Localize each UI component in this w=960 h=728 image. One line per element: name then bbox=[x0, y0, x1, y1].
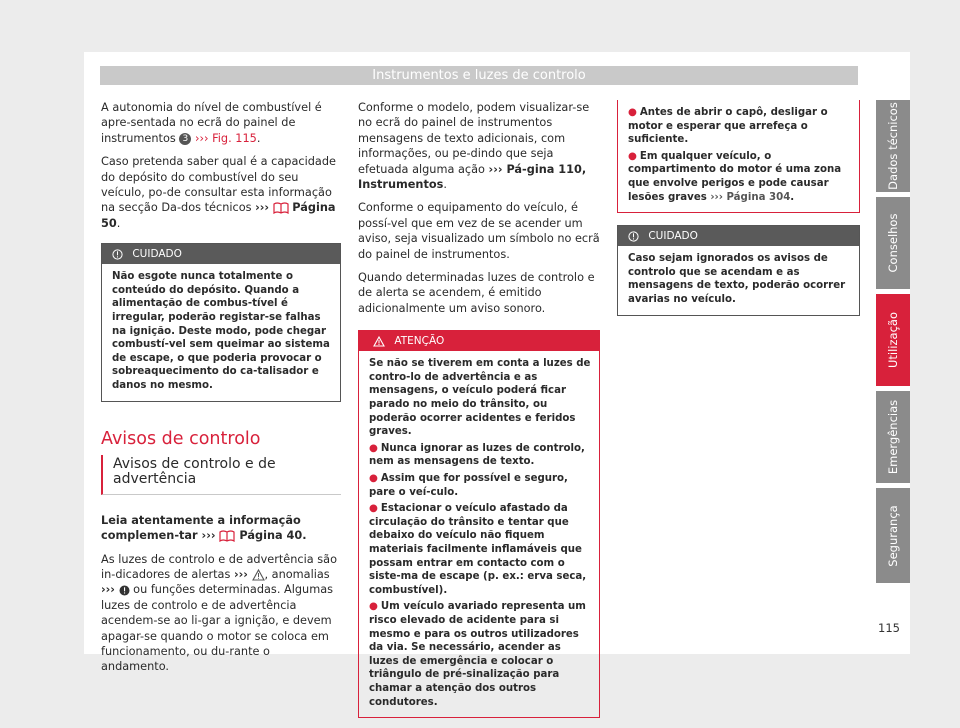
bullet-icon: ● bbox=[369, 601, 378, 613]
column-3 bbox=[617, 100, 860, 326]
instrumentos-link[interactable]: ››› Pá-gina 110, Instrumentos bbox=[358, 162, 587, 192]
book-icon bbox=[219, 530, 235, 542]
callout-badge: 3 bbox=[179, 133, 191, 145]
atencao-header: ATENÇÃO bbox=[359, 331, 599, 351]
paragraph-conforme-equipamento: Conforme o equipamento do veículo, é possí-vel que em vez de se acender um aviso, seja visualizado um símbolo no ecrã do painel de instrumentos. bbox=[358, 201, 600, 261]
paragraph-luzes: As luzes de controlo e de advertência são in-dicadores de alertas ››› , anomalias ››› ou funções determinadas. Algumas luzes de controlo e de advertência acendem-se ao li-gar a ignição, e devem apagar-se quando o motor se coloca em funcionamento, ou du-rante o andamento. bbox=[101, 552, 337, 674]
atencao-item: ● Estacionar o veículo afastado da circulação do trânsito e tentar que debaixo do veículo não fiquem materiais facilmente inflamáveis que possam entrar em contacto com o siste-ma de escape (p. ex.: erva seca, combustível). bbox=[369, 503, 587, 596]
tab-utilizacao[interactable]: Utilização bbox=[876, 294, 910, 386]
bullet-icon: ● bbox=[628, 107, 637, 118]
book-icon bbox=[273, 202, 289, 214]
cuidado-box bbox=[101, 243, 341, 401]
tab-dados-tecnicos[interactable]: Dados técnicos bbox=[876, 100, 910, 192]
page-number: 115 bbox=[878, 621, 900, 635]
atencao-item: ● Um veículo avariado representa um risco elevado de acidente para si mesmo e para os outros utilizadores da via. Se necessário, acender as luzes de emergência e colocar o triângulo de pré-sinalização para chamar a atenção dos outros condutores. bbox=[369, 601, 586, 708]
bullet-icon: ● bbox=[369, 503, 378, 515]
atencao-item: ● Em qualquer veículo, o compartimento do motor é uma zona que envolve perigos e pode causar lesões graves ››› Página 304. bbox=[628, 150, 842, 203]
atencao-continued-box bbox=[617, 100, 860, 213]
bullet-icon: ● bbox=[628, 150, 637, 162]
column-1 bbox=[101, 100, 341, 683]
warning-triangle-icon bbox=[252, 569, 265, 581]
section-title: Avisos de controlo bbox=[101, 428, 261, 449]
cuidado-box bbox=[617, 225, 860, 315]
paragraph-aviso-sonoro: Quando determinadas luzes de controlo e de alerta se acendem, é emitido adicionalmente um aviso sonoro. bbox=[358, 271, 595, 315]
cuidado-header: CUIDADO bbox=[618, 226, 859, 246]
page-link[interactable]: ››› Página 304 bbox=[710, 191, 791, 203]
exclamation-circle-icon bbox=[119, 585, 130, 596]
info-icon bbox=[112, 249, 123, 260]
atencao-body bbox=[359, 351, 599, 717]
page-link[interactable]: Página 50 bbox=[101, 201, 336, 230]
tab-conselhos[interactable]: Conselhos bbox=[876, 197, 910, 289]
paragraph-leia: Leia atentamente a informação complemen-tar ››› Página 40. bbox=[101, 513, 307, 543]
page-header: Instrumentos e luzes de controlo bbox=[100, 66, 858, 85]
page-link[interactable]: Página 40 bbox=[239, 529, 303, 543]
atencao-item: ● Antes de abrir o capô, desligar o motor e esperar que arrefeça o suficiente. bbox=[628, 107, 828, 146]
paragraph-autonomia: A autonomia do nível de combustível é apre-sentada no ecrã do painel de instrumentos 3 ››› Fig. 115. bbox=[101, 101, 322, 145]
paragraph-conforme-modelo: Conforme o modelo, podem visualizar-se no ecrã do painel de instrumentos mensagens de texto adicionais, com informações, ou pe-dindo que seja efetuada alguma ação ››› Pá-gina 110, Instrumentos. bbox=[358, 101, 590, 192]
paragraph-capacidade: Caso pretenda saber qual é a capacidade do depósito do combustível do seu veículo, po-de consultar esta informação na secção Da-dos técnicos ››› Página 50. bbox=[101, 155, 336, 230]
warning-triangle-icon bbox=[373, 336, 385, 347]
atencao-item: ● Assim que for possível e seguro, pare o veí-culo. bbox=[369, 473, 568, 498]
bullet-icon: ● bbox=[369, 442, 378, 454]
subsection-title: Avisos de controlo e de advertência bbox=[101, 455, 341, 495]
cuidado-header: CUIDADO bbox=[102, 244, 340, 264]
atencao-continued-body bbox=[618, 100, 859, 212]
column-2 bbox=[358, 100, 600, 728]
tab-emergencias[interactable]: Emergências bbox=[876, 391, 910, 483]
cuidado-text: Caso sejam ignorados os avisos de controlo que se acendam e as mensagens de texto, poderão ocorrer avarias no veículo. bbox=[628, 253, 846, 305]
atencao-intro: Se não se tiverem em conta a luzes de contro-lo de advertência e as mensagens, o veículo poderá ficar parado no meio do trânsito, ou poderão ocorrer acidentes e feridos graves. bbox=[369, 358, 591, 438]
info-icon bbox=[628, 231, 639, 242]
bullet-icon: ● bbox=[369, 473, 378, 485]
cuidado-text: Não esgote nunca totalmente o conteúdo do depósito. Quando a alimentação de combus-tível é irregular, poderão registar-se falhas na ignição. Deste modo, pode chegar combustí-vel sem queimar ao sistema de escape, o que poderia provocar o sobreaquecimento do ca-talisador e danos no mesmo. bbox=[112, 271, 330, 391]
tab-seguranca[interactable]: Segurança bbox=[876, 488, 910, 583]
fig-link[interactable]: ››› Fig. 115 bbox=[194, 131, 257, 145]
atencao-item: ● Nunca ignorar as luzes de controlo, nem as mensagens de texto. bbox=[369, 442, 585, 468]
atencao-box bbox=[358, 330, 600, 718]
